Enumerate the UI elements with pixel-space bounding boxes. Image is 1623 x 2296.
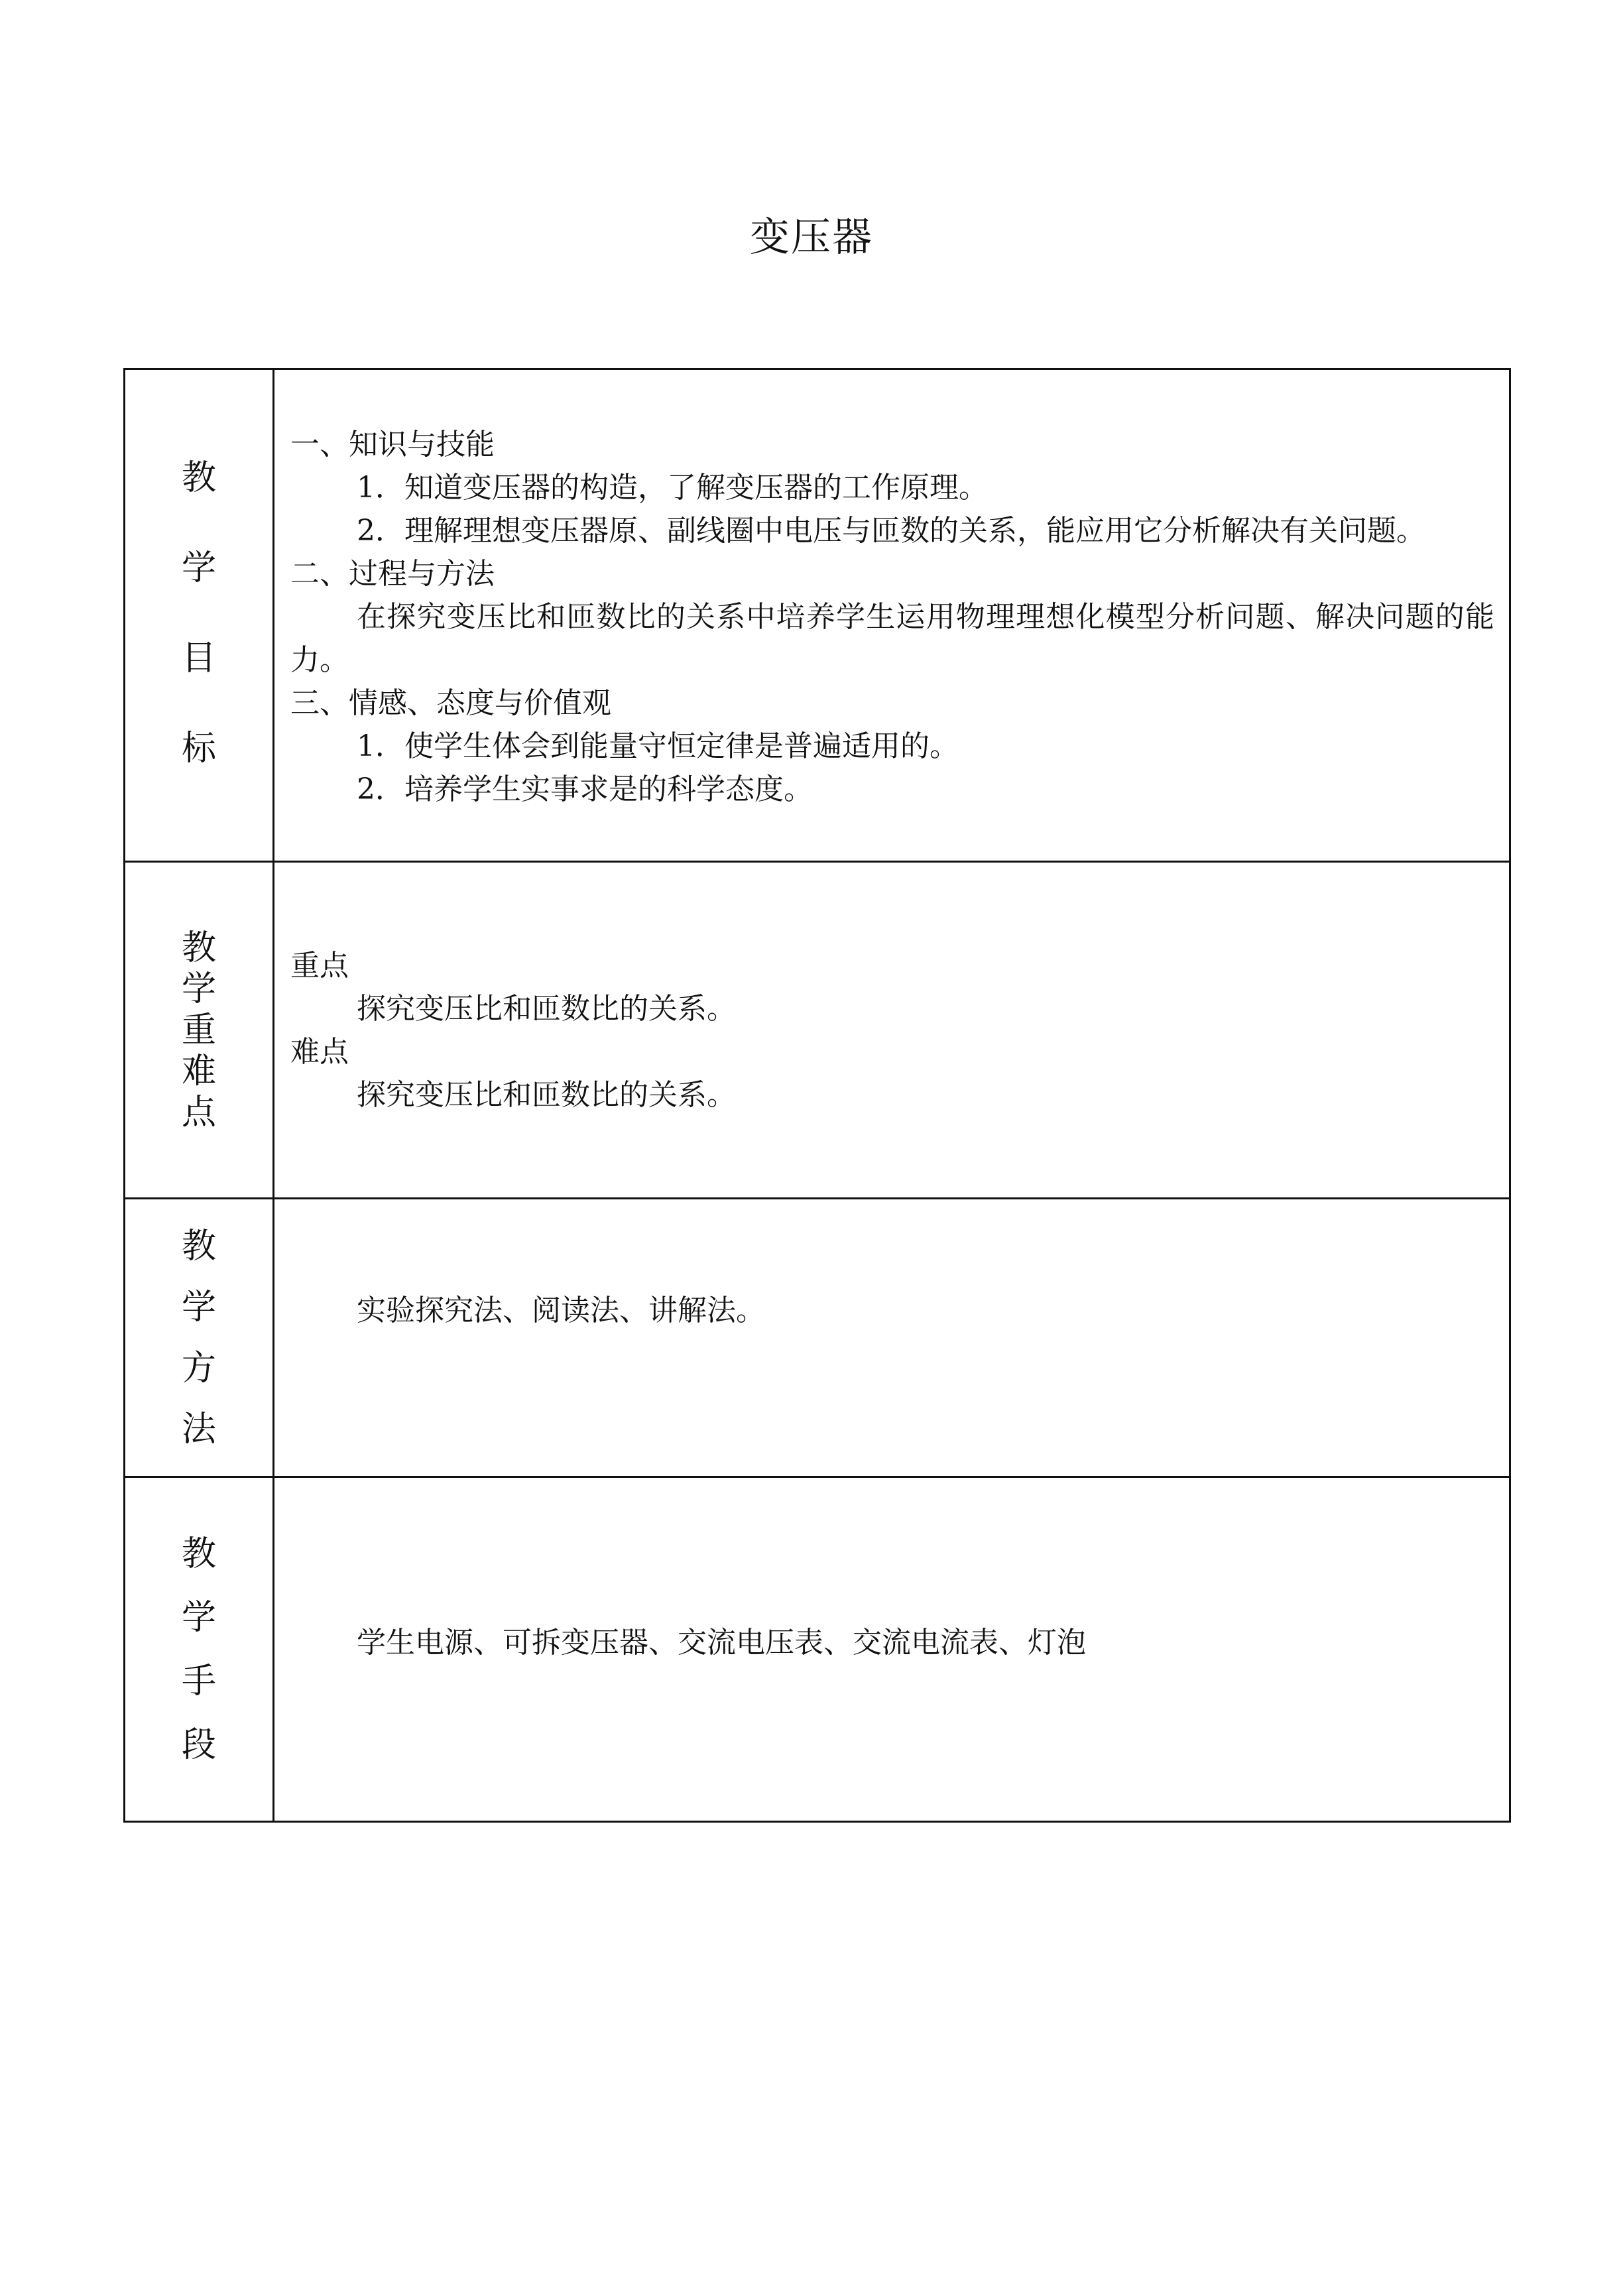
means-content-cell: [274, 1477, 1510, 1822]
lesson-plan-table: [123, 368, 1511, 1823]
means-label-char: 段: [181, 1724, 216, 1765]
key-points-row: [125, 862, 1510, 1199]
objective-item: 1．知道变压器的构造，了解变压器的工作原理。: [357, 470, 988, 505]
section-heading-knowledge: 一、知识与技能: [290, 427, 495, 461]
objective-item: 2．培养学生实事求是的科学态度。: [357, 772, 813, 806]
key-points-content-cell: [274, 862, 1510, 1199]
key-points-label-char: 学: [181, 969, 216, 1009]
means-label-char: 教: [181, 1534, 216, 1574]
section-heading-process: 二、过程与方法: [290, 556, 495, 591]
key-points-label-char: 点: [181, 1092, 216, 1132]
means-label-cell: [125, 1477, 274, 1822]
means-text: 学生电源、可拆变压器、交流电压表、交流电流表、灯泡: [357, 1626, 1086, 1660]
means-label-char: 学: [181, 1597, 216, 1638]
objective-item: 在探究变压比和匝数比的关系中培养学生运用物理理想化模型分析问题、解决问题的能力。: [290, 599, 1494, 677]
section-heading-attitude: 三、情感、态度与价值观: [290, 686, 611, 720]
methods-label-char: 法: [181, 1409, 216, 1449]
page-title: 变压器: [750, 214, 873, 261]
key-points-label-cell: [125, 862, 274, 1199]
key-points-label-char: 教: [181, 928, 216, 968]
objectives-label-cell: [125, 369, 274, 862]
objective-item: 2．理解理想变压器原、副线圈中电压与匝数的关系，能应用它分析解决有关问题。: [357, 513, 1425, 548]
methods-content-cell: [274, 1199, 1510, 1477]
key-points-label-char: 重: [181, 1010, 216, 1050]
methods-text: 实验探究法、阅读法、讲解法。: [357, 1294, 765, 1327]
objectives-label-char: 目: [181, 638, 216, 678]
means-row: [125, 1477, 1510, 1822]
key-point-heading: 重点: [290, 948, 349, 983]
methods-row: [125, 1199, 1510, 1477]
objective-item: 1．使学生体会到能量守恒定律是普遍适用的。: [357, 729, 959, 763]
objectives-label-char: 标: [181, 729, 216, 768]
methods-label-char: 教: [181, 1226, 216, 1266]
methods-label-char: 方: [181, 1348, 216, 1388]
key-points-label-char: 难: [181, 1051, 216, 1091]
methods-label-cell: [125, 1199, 274, 1477]
difficult-point-heading: 难点: [290, 1034, 349, 1069]
objectives-content-cell: [274, 369, 1510, 862]
key-point-text: 探究变压比和匝数比的关系。: [357, 991, 736, 1026]
objectives-label-char: 学: [181, 548, 216, 588]
difficult-point-text: 探究变压比和匝数比的关系。: [357, 1077, 736, 1112]
methods-label-char: 学: [181, 1287, 216, 1327]
objectives-label-char: 教: [181, 458, 216, 498]
means-label-char: 手: [181, 1661, 216, 1701]
objectives-row: [125, 369, 1510, 862]
